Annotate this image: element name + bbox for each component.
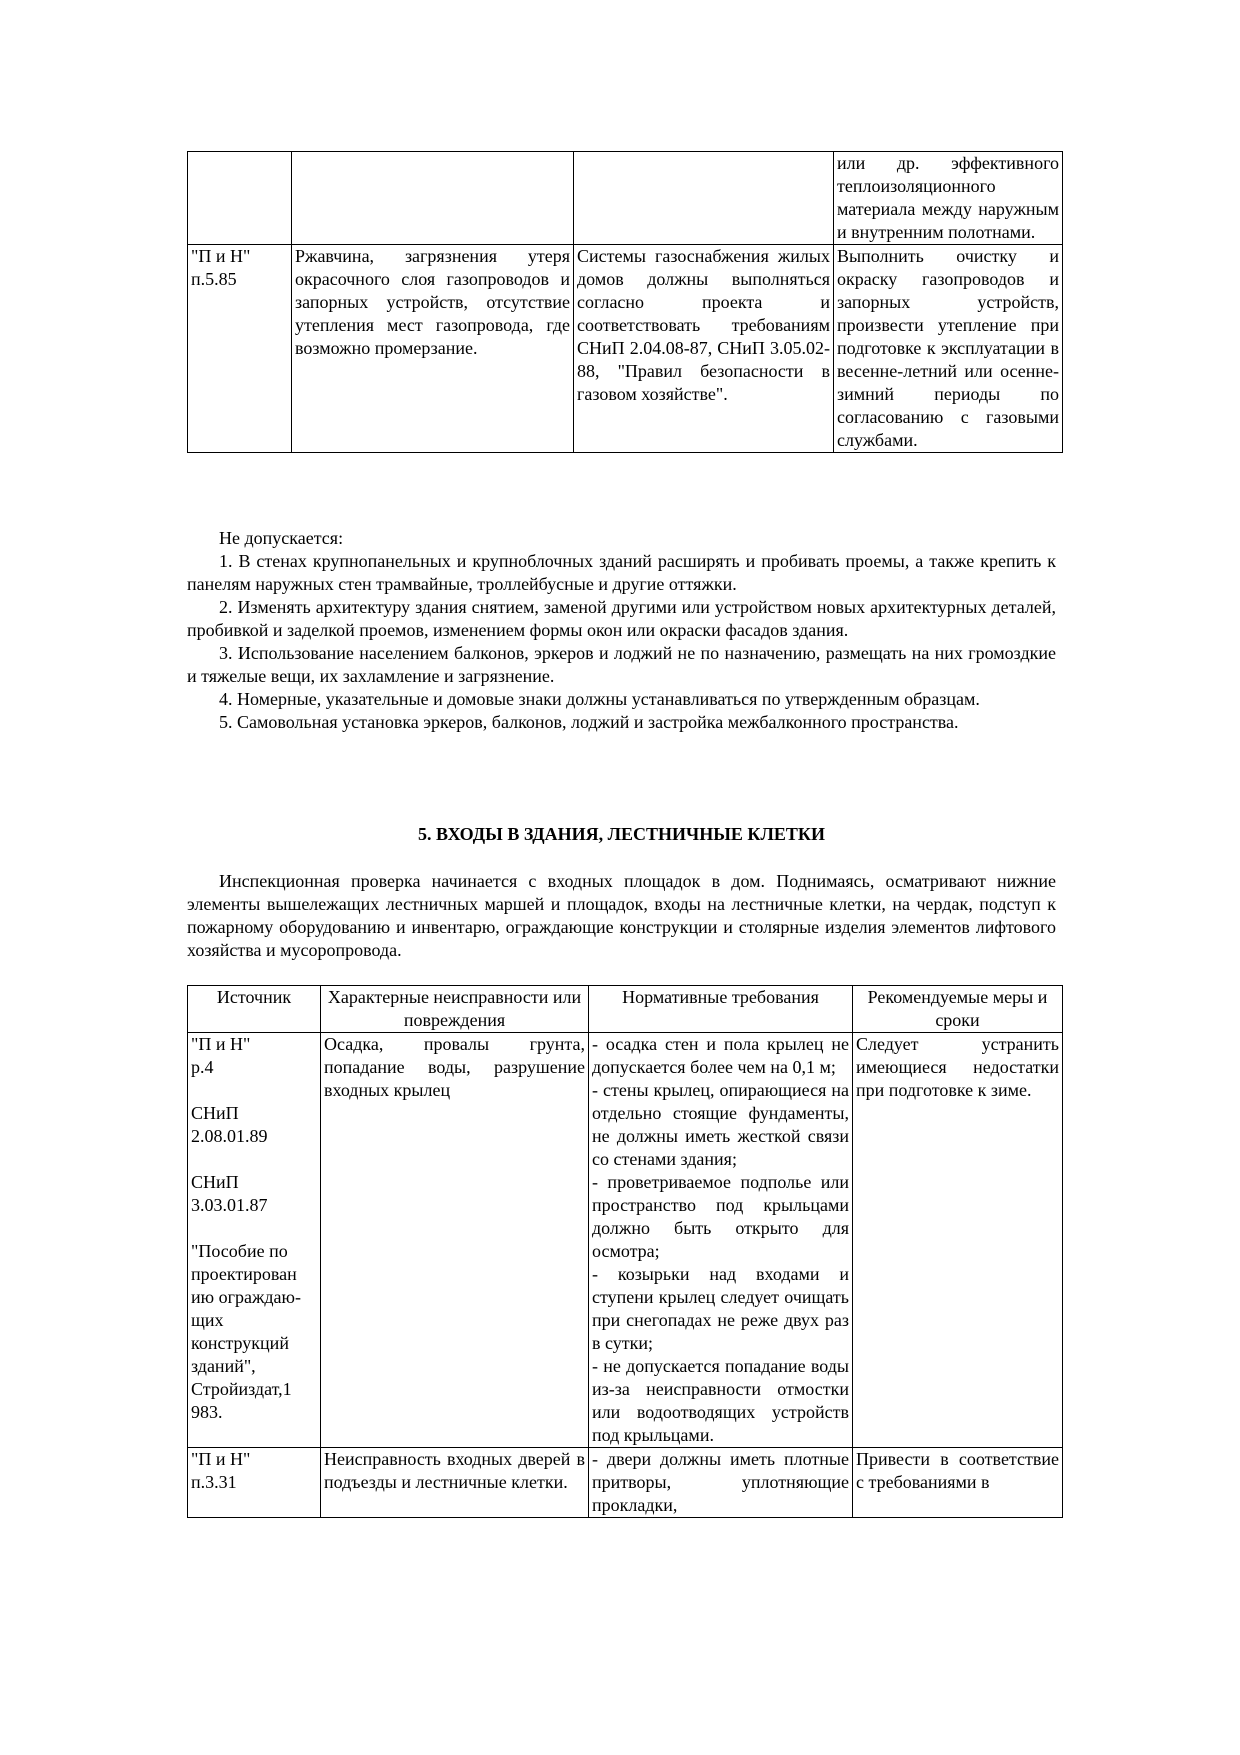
requirement-cell <box>574 152 834 245</box>
entrances-table <box>187 985 1063 1518</box>
prohibited-list <box>187 527 1056 734</box>
section-heading: 5. ВХОДЫ В ЗДАНИЯ, ЛЕСТНИЧНЫЕ КЛЕТКИ <box>418 824 825 844</box>
prohibited-item: 2. Изменять архитектуру здания снятием, заменой другими или устройством новых архитектурных деталей, пробивкой и заделкой проемов, изменением формы окон или окраски фасадов здания. <box>187 597 1056 640</box>
source-cell: "П и Н" п.5.85 <box>188 245 292 453</box>
section-intro <box>187 870 1056 962</box>
prohibited-item: 4. Номерные, указательные и домовые знаки должны устанавливаться по утвержденным образцам. <box>219 689 980 709</box>
table-row <box>188 245 1063 453</box>
section-paragraph: Инспекционная проверка начинается с входных площадок в дом. Поднимаясь, осматривают нижние элементы вышележащих лестничных маршей и площадок, входы на лестничные клетки, на чердак, подступ к пожарному оборудованию и инвентарю, ограждающие конструкции и столярные изделия элементов лифтового хозяйства и мусоропровода. <box>187 871 1056 960</box>
defect-cell <box>292 152 574 245</box>
source-cell: "П и Н" р.4 СНиП 2.08.01.89 СНиП 3.03.01.87 "Пособие по проектирован ию ограждаю-щих конструкций зданий", Стройиздат,1 983. <box>188 1033 321 1448</box>
column-header: Рекомендуемые меры и сроки <box>853 986 1063 1033</box>
column-header: Источник <box>188 986 321 1033</box>
prohibited-intro: Не допускается: <box>219 528 344 548</box>
defects-table-continued <box>187 151 1063 453</box>
source-cell: "П и Н" п.3.31 <box>188 1448 321 1518</box>
table-header-row <box>188 986 1063 1033</box>
prohibited-item: 1. В стенах крупнопанельных и крупноблочных зданий расширять и пробивать проемы, а также крепить к панелям наружных стен трамвайные, троллейбусные и другие оттяжки. <box>187 551 1056 594</box>
requirement-cell: Системы газоснабжения жилых домов должны выполняться согласно проекта и соответствовать требованиям СНиП 2.04.08-87, СНиП 3.05.02-88, "Правил безопасности в газовом хозяйстве". <box>574 245 834 453</box>
prohibited-item: 5. Самовольная установка эркеров, балконов, лоджий и застройка межбалконного пространства. <box>219 712 959 732</box>
defect-cell: Неисправность входных дверей в подъезды и лестничные клетки. <box>321 1448 589 1518</box>
defect-cell: Осадка, провалы грунта, попадание воды, разрушение входных крылец <box>321 1033 589 1448</box>
measure-cell: Привести в соответствие с требованиями в <box>853 1448 1063 1518</box>
requirement-cell: - двери должны иметь плотные притворы, уплотняющие прокладки, <box>589 1448 853 1518</box>
table-row <box>188 152 1063 245</box>
prohibited-item: 3. Использование населением балконов, эркеров и лоджий не по назначению, размещать на них громоздкие и тяжелые вещи, их захламление и загрязнение. <box>187 643 1056 686</box>
defect-cell: Ржавчина, загрязнения утеря окрасочного слоя газопроводов и запорных устройств, отсутствие утепления мест газопровода, где возможно промерзание. <box>292 245 574 453</box>
source-cell <box>188 152 292 245</box>
column-header: Характерные неисправности или повреждения <box>321 986 589 1033</box>
requirement-cell: - осадка стен и пола крылец не допускается более чем на 0,1 м; - стены крылец, опирающиеся на отдельно стоящие фундаменты, не должны иметь жесткой связи со стенами здания; - проветриваемое подполье или пространство под крыльцами должно быть открыто для осмотра; - козырьки над входами и ступени крылец следует очищать при снегопадах не реже двух раз в сутки; - не допускается попадание воды из-за неисправности отмостки или водоотводящих устройств под крыльцами. <box>589 1033 853 1448</box>
table-row <box>188 1448 1063 1518</box>
column-header: Нормативные требования <box>589 986 853 1033</box>
measure-cell: или др. эффективного теплоизоляционного материала между наружным и внутренним полотнами. <box>834 152 1063 245</box>
measure-cell: Следует устранить имеющиеся недостатки при подготовке к зиме. <box>853 1033 1063 1448</box>
measure-cell: Выполнить очистку и окраску газопроводов и запорных устройств, произвести утепление при подготовке к эксплуатации в весенне-летний или осенне-зимний периоды по согласованию с газовыми службами. <box>834 245 1063 453</box>
table-row <box>188 1033 1063 1448</box>
